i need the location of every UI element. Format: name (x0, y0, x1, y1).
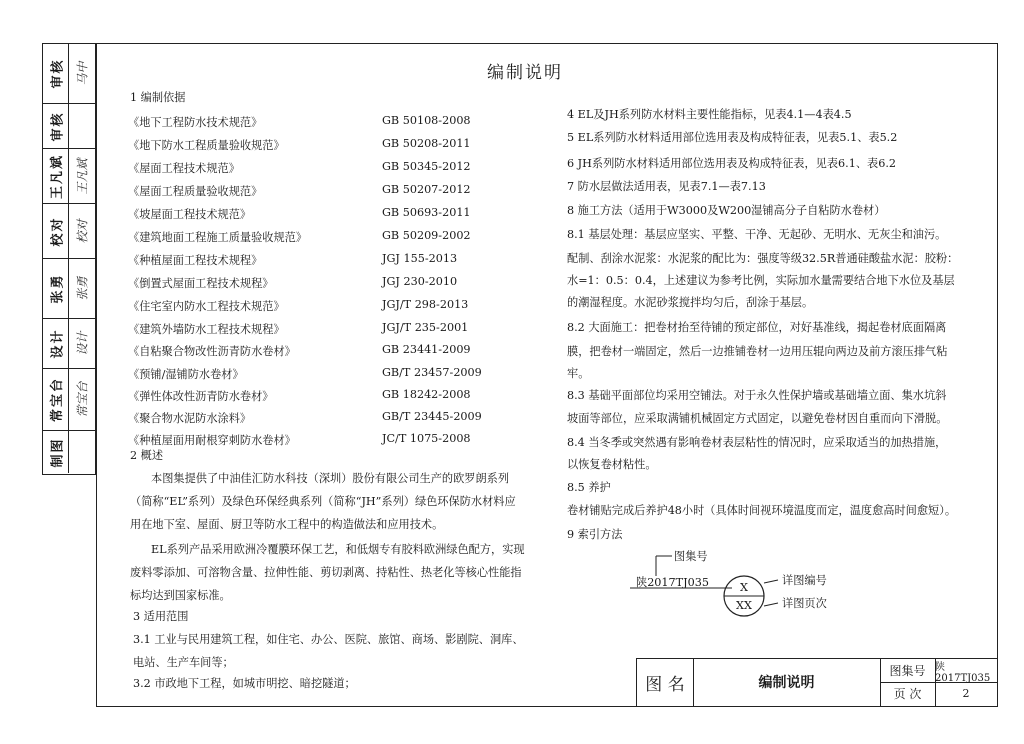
standard-code: JC/T 1075-2008 (382, 432, 471, 445)
section-heading: 3 适用范围 (133, 610, 189, 623)
approval-cell (43, 204, 95, 259)
approval-label: 制图 (50, 436, 66, 468)
section-line: 5 EL系列防水材料适用部位选用表及构成特征表，见表5.1、表5.2 (567, 131, 898, 144)
standard-code: JGJ/T 235-2001 (382, 321, 469, 334)
standard-code: GB 50345-2012 (382, 160, 471, 173)
index-circle-bottom: XX (736, 599, 752, 612)
standard-name: 《屋面工程质量验收规范》 (128, 185, 263, 198)
standard-name: 《自粘聚合物改性沥青防水卷材》 (128, 345, 296, 358)
standard-code: GB 50208-2011 (382, 137, 471, 150)
standard-code: GB/T 23457-2009 (382, 366, 482, 379)
standard-name: 《种植屋面工程技术规程》 (128, 254, 263, 267)
standard-name: 《预铺/湿铺防水卷材》 (128, 368, 244, 381)
leader-line (764, 603, 778, 606)
paragraph-line: 本图集提供了中油佳汇防水科技（深圳）股份有限公司生产的欧罗朗系列 (151, 472, 510, 485)
approval-cell (43, 104, 95, 149)
index-label-top: 图集号 (674, 550, 708, 563)
approval-label: 审核 (50, 110, 66, 142)
paragraph-line: 废料零添加、可溶物含量、拉伸性能、剪切剥离、持粘性、热老化等核心性能指 (130, 566, 522, 579)
approval-label: 校对 (50, 215, 66, 247)
index-label-detail: 详图编号 (782, 574, 827, 587)
standard-code: JGJ 230-2010 (382, 275, 458, 288)
paragraph-line: 9 索引方法 (567, 528, 623, 541)
approval-signature: 张勇 (75, 276, 90, 301)
paragraph-line: 8.5 养护 (567, 481, 611, 494)
paragraph-line: （简称“EL”系列）及绿色环保经典系列（简称“JH”系列）绿色环保防水材料应 (130, 495, 516, 508)
titleblock-page: 2 (962, 687, 970, 700)
paragraph-line: 3.1 工业与民用建筑工程，如住宅、办公、医院、旅馆、商场、影剧院、洞库、 (133, 633, 524, 646)
section-line: 8 施工方法（适用于W3000及W200湿铺高分子自粘防水卷材） (567, 204, 886, 217)
approval-label: 王凡斌 (50, 153, 66, 199)
standard-name: 《地下防水工程质量验收规范》 (128, 139, 285, 152)
titleblock-tujihao: 陕2017TJ035 (935, 661, 991, 684)
standard-name: 《住宅室内防水工程技术规范》 (128, 300, 285, 313)
approval-cell (43, 259, 95, 319)
paragraph-line: 的潮湿程度。水泥砂浆搅拌均匀后，刮涂于基层。 (567, 296, 814, 309)
paragraph-line: 电站、生产车间等； (133, 656, 234, 669)
standard-name: 《聚合物水泥防水涂料》 (128, 412, 252, 425)
standard-code: JGJ 155-2013 (382, 252, 458, 265)
paragraph-line: 卷材铺贴完成后养护48小时（具体时间视环境温度而定，温度愈高时间愈短）。 (567, 504, 957, 517)
section-line: 4 EL及JH系列防水材料主要性能指标，见表4.1—4表4.5 (567, 108, 852, 121)
paragraph-line: 8.2 大面施工：把卷材抬至待铺的预定部位，对好基准线，揭起卷材底面隔离 (567, 321, 947, 334)
paragraph-line: 8.1 基层处理：基层应坚实、平整、干净、无起砂、无明水、无灰尘和油污。 (567, 228, 947, 241)
standard-code: GB 50209-2002 (382, 229, 471, 242)
index-circle-top: X (740, 581, 748, 594)
standard-name: 《屋面工程技术规范》 (128, 162, 240, 175)
leader-line (764, 580, 778, 583)
paragraph-line: 3.2 市政地下工程，如城市明挖、暗挖隧道； (133, 677, 356, 690)
standard-code: GB 50108-2008 (382, 114, 471, 127)
approval-label: 常宝台 (50, 376, 66, 423)
approval-cell (43, 319, 95, 369)
approval-label: 张勇 (50, 273, 66, 304)
paragraph-line: 水=1：0.5：0.4，上述建议为参考比例，实际加水量需要结合地下水位及基层 (567, 274, 955, 287)
paragraph-line: 8.4 当冬季或突然遇有影响卷材表层粘性的情况时，应采取适当的加热措施， (567, 436, 947, 449)
index-label-page: 详图页次 (782, 597, 827, 610)
paragraph-line: 8.3 基础平面部位均采用空铺法。对于永久性保护墙或基础墙立面、集水坑斜 (567, 389, 947, 402)
approval-signature: 校对 (75, 218, 90, 244)
approval-label: 审核 (50, 58, 66, 89)
standard-name: 《种植屋面用耐根穿刺防水卷材》 (128, 434, 296, 447)
approval-signature: 王凡斌 (75, 157, 90, 195)
titleblock-tuming-label: 图 名 (645, 674, 685, 695)
standard-name: 《坡屋面工程技术规范》 (128, 208, 252, 221)
paragraph-line: 以恢复卷材粘性。 (567, 458, 657, 471)
title-block (636, 658, 998, 707)
paragraph-line: 用在地下室、屋面、厨卫等防水工程中的构造做法和应用技术。 (130, 518, 444, 531)
standard-code: JGJ/T 298-2013 (382, 298, 469, 311)
paragraph-line: 配制、刮涂水泥浆：水泥浆的配比为：强度等级32.5R普通硅酸盐水泥：胶粉： (567, 252, 959, 265)
titleblock-yeci-label: 页 次 (893, 687, 922, 701)
section-heading: 1 编制依据 (130, 91, 186, 104)
standard-name: 《弹性体改性沥青防水卷材》 (128, 390, 274, 403)
titleblock-tujihao-label: 图集号 (889, 664, 926, 678)
approval-cell (43, 44, 95, 104)
standard-code: GB 50207-2012 (382, 183, 471, 196)
index-code: 陕2017TJ035 (636, 576, 709, 589)
paragraph-line: 坡面等部位，应采取满铺机械固定方式固定，以避免卷材因自重而向下滑脱。 (567, 412, 948, 425)
titleblock-name: 编制说明 (758, 675, 815, 691)
approval-strip (42, 43, 96, 475)
standard-name: 《倒置式屋面工程技术规程》 (128, 277, 274, 290)
approval-signature: 设计 (75, 331, 90, 356)
standard-name: 《建筑外墙防水工程技术规程》 (128, 323, 285, 336)
paragraph-line: EL系列产品采用欧洲冷覆膜环保工艺，和低烟专有胶料欧洲绿色配方，实现 (151, 543, 525, 556)
standard-code: GB 18242-2008 (382, 388, 471, 401)
standard-code: GB/T 23445-2009 (382, 410, 482, 423)
paragraph-line: 膜，把卷材一端固定，然后一边推铺卷材一边用压辊向两边及前方滚压排气粘 (567, 345, 948, 358)
standard-code: GB 23441-2009 (382, 343, 471, 356)
approval-signature: 常宝台 (75, 381, 90, 418)
paragraph-line: 牢。 (567, 367, 590, 380)
paragraph-line: 标均达到国家标准。 (130, 589, 231, 602)
approval-cell (43, 369, 95, 431)
approval-label: 设计 (50, 328, 66, 359)
standard-name: 《建筑地面工程施工质量验收规范》 (128, 231, 308, 244)
approval-cell (43, 149, 95, 204)
standard-name: 《地下工程防水技术规范》 (128, 116, 263, 129)
page-title: 编制说明 (487, 63, 563, 83)
section-line: 7 防水层做法适用表，见表7.1—表7.13 (567, 180, 766, 193)
standard-code: GB 50693-2011 (382, 206, 471, 219)
approval-signature: 马中 (75, 61, 90, 86)
section-heading: 2 概述 (130, 449, 164, 462)
section-line: 6 JH系列防水材料适用部位选用表及构成特征表，见表6.1、表6.2 (567, 157, 897, 170)
approval-cell (43, 431, 95, 473)
